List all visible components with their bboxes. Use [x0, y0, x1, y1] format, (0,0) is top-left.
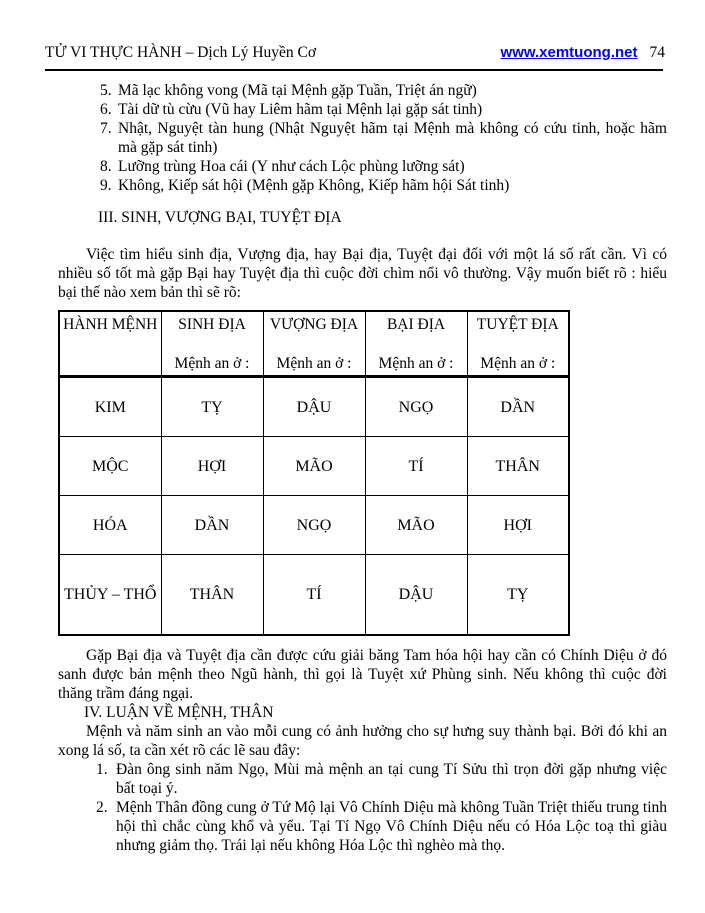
list-item-number: 7. [100, 120, 112, 137]
list-item [58, 119, 667, 157]
column-subtitle: Mệnh an ở : [276, 355, 352, 372]
table-header-cell [59, 311, 161, 377]
table-row [59, 555, 569, 636]
row-label: HÓA [59, 496, 161, 555]
table-cell: DẬU [365, 555, 467, 636]
table-cell: MÃO [263, 437, 365, 496]
table-cell: TÍ [365, 437, 467, 496]
table-cell: MÃO [365, 496, 467, 555]
list-item-text: Tài dữ tù cừu (Vũ hay Liêm hãm tại Mệnh lại gặp sát tinh) [118, 101, 483, 118]
list-item [58, 176, 667, 195]
header-right [501, 43, 665, 62]
header-divider [45, 69, 663, 71]
list-item-number: 9. [100, 177, 112, 194]
row-label: THỦY – THỔ [59, 555, 161, 636]
column-title: VƯỢNG ĐỊA [269, 316, 359, 333]
after-table-paragraph: Gặp Bại địa và Tuyệt địa cần được cứu giải băng Tam hóa hội hay cần có Chính Diệu ở đó sanh được bản mệnh theo Ngũ hành, thì gọi là Tuyệt xứ Phùng sinh. Nếu không thì cuộc đời thăng trầm đáng ngại. [58, 647, 667, 702]
list-item-text: Không, Kiếp sát hội (Mệnh gặp Không, Kiếp hãm hội Sát tinh) [118, 177, 510, 194]
list-item-text: Mệnh Thân đồng cung ở Tứ Mộ lại Vô Chính Diệu mà không Tuần Triệt thiếu trung tinh hội thì chắc cùng khổ và yểu. Tại Tí Ngọ Vô Chính Diệu nếu có Hóa Lộc toạ thì giàu nhưng giảm thọ. Trái lại nếu không Hóa Lộc thì nghèo mà thọ. [116, 799, 667, 854]
table-header-cell [467, 311, 569, 377]
table-header-row [59, 311, 569, 377]
table-cell: THÂN [467, 437, 569, 496]
row-label: MỘC [59, 437, 161, 496]
list-item [58, 798, 667, 855]
list-item-number: 5. [100, 82, 112, 99]
column-subtitle: Mệnh an ở : [174, 355, 250, 372]
table-cell: THÂN [161, 555, 263, 636]
list-item [58, 157, 667, 176]
column-title: BẠI ĐỊA [386, 316, 446, 333]
section-heading-iii: III. SINH, VƯỢNG BẠI, TUYỆT ĐỊA [98, 209, 342, 226]
table-header-cell [161, 311, 263, 377]
site-link[interactable]: www.xemtuong.net [500, 44, 638, 61]
sinh-vuong-bai-tuyet-table [58, 310, 570, 636]
list-item-text: Nhật, Nguyệt tàn hung (Nhật Nguyệt hãm tại Mệnh mà không có cứu tinh, hoặc hãm mà gặp sát tinh) [118, 120, 667, 156]
list-item-number: 1. [96, 761, 108, 778]
list-item-text: Mã lạc không vong (Mã tại Mệnh gặp Tuần, Triệt án ngữ) [118, 82, 477, 99]
list-item-text: Đàn ông sinh năm Ngọ, Mùi mà mệnh an tại cung Tí Sửu thì trọn đời gặp nhưng việc bất toại ý. [116, 761, 667, 797]
column-title: TUYỆT ĐỊA [476, 316, 559, 333]
table-row [59, 496, 569, 555]
table-header-cell [263, 311, 365, 377]
table-header-cell [365, 311, 467, 377]
numbered-list-upper [58, 81, 667, 195]
section-iv-paragraph: Mệnh và năm sinh an vào mỗi cung có ảnh hưởng cho sự hưng suy thành bại. Bởi đó khi an xong lá số, ta cần xét rõ các lẽ sau đây: [58, 723, 667, 759]
table-cell: TÍ [263, 555, 365, 636]
page-number: 74 [649, 44, 665, 61]
book-title: TỬ VI THỰC HÀNH – Dịch Lý Huyền Cơ [45, 44, 317, 61]
column-subtitle: Mệnh an ở : [378, 355, 454, 372]
list-item [58, 100, 667, 119]
table-cell: HỢI [467, 496, 569, 555]
row-label: KIM [59, 377, 161, 437]
page-header [45, 43, 665, 62]
table-cell: NGỌ [365, 377, 467, 437]
table-cell: NGỌ [263, 496, 365, 555]
table-cell: DẬU [263, 377, 365, 437]
list-item [58, 760, 667, 798]
section-iii-paragraph: Việc tìm hiểu sinh địa, Vượng địa, hay Bại địa, Tuyệt đại đối với một lá số rất cần. Vì có nhiều số tốt mà gặp Bại hay Tuyệt địa thì cuộc đời chìm nổi vô thường. Vậy muốn biết rõ : hiểu bại thế nào xem bản thì sẽ rõ: [58, 246, 667, 301]
table-cell: DẦN [161, 496, 263, 555]
section-heading-iv: IV. LUẬN VỀ MỆNH, THÂN [84, 704, 274, 721]
content [58, 81, 667, 855]
table-cell: TỴ [467, 555, 569, 636]
table-cell: TỴ [161, 377, 263, 437]
table-cell: DẦN [467, 377, 569, 437]
numbered-list-lower [58, 760, 667, 855]
column-subtitle: Mệnh an ở : [480, 355, 556, 372]
list-item-number: 6. [100, 101, 112, 118]
table-cell: HỢI [161, 437, 263, 496]
list-item-number: 8. [100, 158, 112, 175]
list-item [58, 81, 667, 100]
table-row [59, 377, 569, 437]
list-item-number: 2. [96, 799, 108, 816]
column-title: HÀNH MỆNH [63, 316, 158, 333]
column-title: SINH ĐỊA [178, 316, 246, 333]
table-row [59, 437, 569, 496]
list-item-text: Lưỡng trùng Hoa cái (Y như cách Lộc phùng lưỡng sát) [118, 158, 465, 175]
